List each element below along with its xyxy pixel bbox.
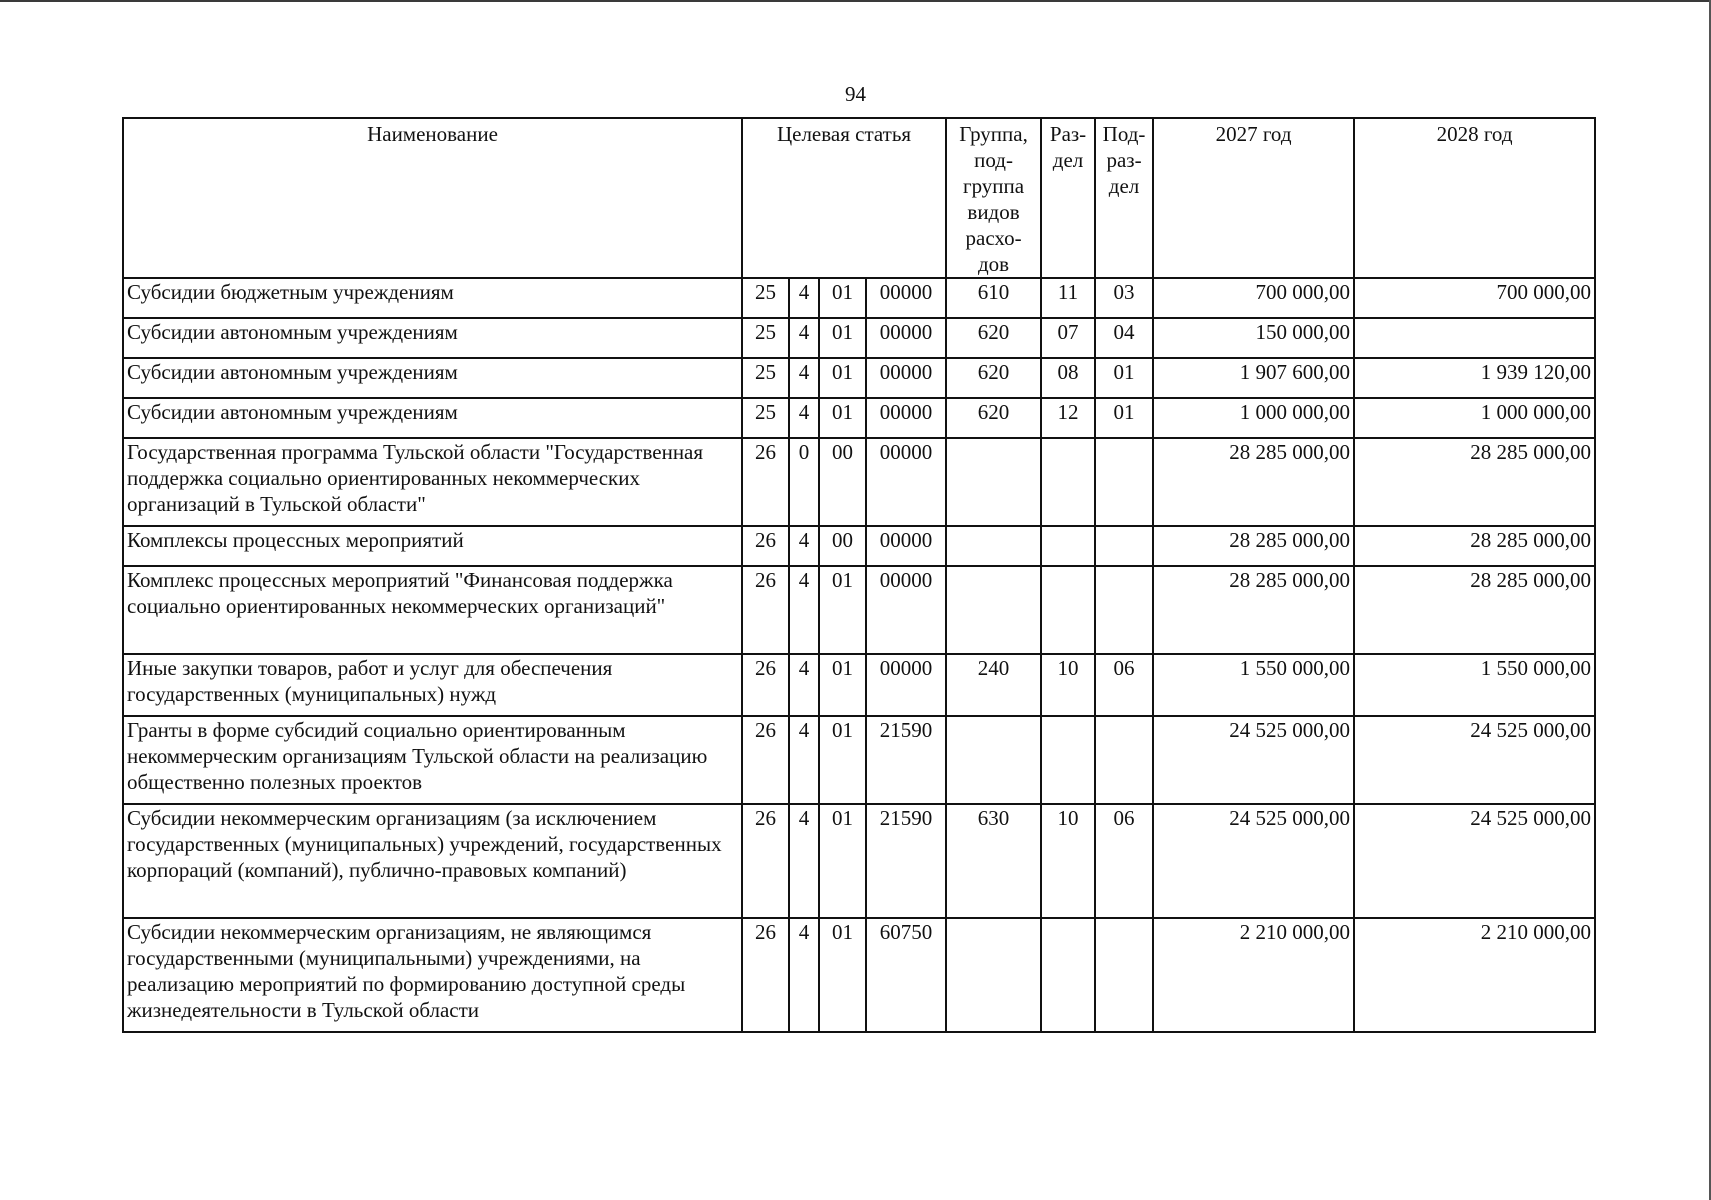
header-target-article: Целевая статья [742,118,946,278]
target-article-program-cell: 26 [742,716,789,804]
target-article-subprogram-cell: 01 [819,716,866,804]
amount-2028-cell: 700 000,00 [1354,278,1595,318]
table-row [123,918,1595,1032]
section-cell [1041,438,1095,526]
table-row [123,526,1595,566]
target-article-subprogram-cell: 01 [819,918,866,1032]
target-article-program-cell: 26 [742,526,789,566]
target-article-type-cell: 4 [789,278,819,318]
expense-group-cell [946,918,1041,1032]
expense-group-cell: 240 [946,654,1041,716]
target-article-subprogram-cell: 01 [819,398,866,438]
row-name-cell: Субсидии некоммерческим организациям (за исключением государственных (муниципальных) учреждений, государственных корпораций (компаний), публично-правовых компаний) [123,804,742,918]
page-number: 94 [845,82,866,106]
header-section: Раз- дел [1041,118,1095,278]
table-row [123,278,1595,318]
target-article-program-cell: 26 [742,654,789,716]
expense-group-cell [946,526,1041,566]
subsection-cell [1095,438,1153,526]
amount-2027-cell: 2 210 000,00 [1153,918,1354,1032]
subsection-cell [1095,918,1153,1032]
target-article-direction-cell: 60750 [866,918,946,1032]
subsection-cell: 04 [1095,318,1153,358]
scan-border-top [0,0,1711,2]
row-name-cell: Иные закупки товаров, работ и услуг для обеспечения государственных (муниципальных) нужд [123,654,742,716]
amount-2028-cell: 28 285 000,00 [1354,438,1595,526]
target-article-subprogram-cell: 01 [819,278,866,318]
row-name-cell: Субсидии бюджетным учреждениям [123,278,742,318]
target-article-direction-cell: 21590 [866,804,946,918]
target-article-type-cell: 0 [789,438,819,526]
target-article-program-cell: 25 [742,398,789,438]
target-article-direction-cell: 00000 [866,438,946,526]
target-article-type-cell: 4 [789,654,819,716]
amount-2027-cell: 1 550 000,00 [1153,654,1354,716]
target-article-program-cell: 26 [742,566,789,654]
target-article-type-cell: 4 [789,526,819,566]
amount-2028-cell: 28 285 000,00 [1354,526,1595,566]
target-article-type-cell: 4 [789,918,819,1032]
target-article-program-cell: 26 [742,804,789,918]
table-row [123,804,1595,918]
expense-group-cell: 630 [946,804,1041,918]
target-article-type-cell: 4 [789,358,819,398]
target-article-direction-cell: 00000 [866,398,946,438]
table-row [123,654,1595,716]
section-cell: 10 [1041,804,1095,918]
amount-2027-cell: 24 525 000,00 [1153,716,1354,804]
target-article-type-cell: 4 [789,716,819,804]
target-article-direction-cell: 00000 [866,318,946,358]
header-year-2028: 2028 год [1354,118,1595,278]
amount-2028-cell: 1 939 120,00 [1354,358,1595,398]
target-article-direction-cell: 00000 [866,358,946,398]
table-header-row [123,118,1595,278]
target-article-program-cell: 25 [742,358,789,398]
expense-group-cell [946,716,1041,804]
header-name: Наименование [123,118,742,278]
row-name-cell: Комплексы процессных мероприятий [123,526,742,566]
header-subsection: Под- раз- дел [1095,118,1153,278]
header-expense-group: Группа, под- группа видов расхо- дов [946,118,1041,278]
expense-group-cell [946,438,1041,526]
section-cell [1041,566,1095,654]
target-article-direction-cell: 00000 [866,526,946,566]
target-article-direction-cell: 00000 [866,654,946,716]
target-article-type-cell: 4 [789,804,819,918]
row-name-cell: Субсидии автономным учреждениям [123,398,742,438]
subsection-cell: 01 [1095,358,1153,398]
target-article-direction-cell: 00000 [866,566,946,654]
expense-group-cell: 620 [946,318,1041,358]
row-name-cell: Субсидии некоммерческим организациям, не являющимся государственными (муниципальными) учреждениями, на реализацию мероприятий по формированию доступной среды жизнедеятельности в Тульской области [123,918,742,1032]
section-cell [1041,918,1095,1032]
table-row [123,398,1595,438]
amount-2027-cell: 700 000,00 [1153,278,1354,318]
target-article-subprogram-cell: 01 [819,318,866,358]
expense-group-cell [946,566,1041,654]
table-row [123,318,1595,358]
expense-group-cell: 610 [946,278,1041,318]
section-cell [1041,716,1095,804]
amount-2027-cell: 150 000,00 [1153,318,1354,358]
target-article-program-cell: 25 [742,318,789,358]
amount-2027-cell: 1 000 000,00 [1153,398,1354,438]
table-row [123,438,1595,526]
amount-2028-cell [1354,318,1595,358]
subsection-cell [1095,566,1153,654]
amount-2027-cell: 1 907 600,00 [1153,358,1354,398]
target-article-subprogram-cell: 01 [819,358,866,398]
subsection-cell: 03 [1095,278,1153,318]
target-article-subprogram-cell: 00 [819,526,866,566]
amount-2028-cell: 24 525 000,00 [1354,804,1595,918]
target-article-direction-cell: 00000 [866,278,946,318]
subsection-cell: 06 [1095,804,1153,918]
target-article-program-cell: 26 [742,438,789,526]
target-article-direction-cell: 21590 [866,716,946,804]
target-article-subprogram-cell: 01 [819,804,866,918]
target-article-type-cell: 4 [789,318,819,358]
section-cell: 11 [1041,278,1095,318]
amount-2028-cell: 24 525 000,00 [1354,716,1595,804]
target-article-type-cell: 4 [789,398,819,438]
header-year-2027: 2027 год [1153,118,1354,278]
table-row [123,358,1595,398]
amount-2027-cell: 28 285 000,00 [1153,526,1354,566]
row-name-cell: Субсидии автономным учреждениям [123,358,742,398]
table-row [123,566,1595,654]
target-article-subprogram-cell: 00 [819,438,866,526]
row-name-cell: Комплекс процессных мероприятий "Финансовая поддержка социально ориентированных некоммерческих организаций" [123,566,742,654]
section-cell: 12 [1041,398,1095,438]
amount-2028-cell: 1 000 000,00 [1354,398,1595,438]
row-name-cell: Государственная программа Тульской области "Государственная поддержка социально ориентированных некоммерческих организаций в Тульской области" [123,438,742,526]
target-article-subprogram-cell: 01 [819,566,866,654]
subsection-cell: 01 [1095,398,1153,438]
budget-table [122,117,1596,1033]
section-cell: 10 [1041,654,1095,716]
subsection-cell [1095,716,1153,804]
row-name-cell: Гранты в форме субсидий социально ориентированным некоммерческим организациям Тульской области на реализацию общественно полезных проектов [123,716,742,804]
row-name-cell: Субсидии автономным учреждениям [123,318,742,358]
target-article-program-cell: 25 [742,278,789,318]
amount-2027-cell: 28 285 000,00 [1153,438,1354,526]
section-cell: 07 [1041,318,1095,358]
subsection-cell: 06 [1095,654,1153,716]
amount-2027-cell: 28 285 000,00 [1153,566,1354,654]
subsection-cell [1095,526,1153,566]
target-article-subprogram-cell: 01 [819,654,866,716]
expense-group-cell: 620 [946,398,1041,438]
amount-2028-cell: 28 285 000,00 [1354,566,1595,654]
expense-group-cell: 620 [946,358,1041,398]
amount-2028-cell: 2 210 000,00 [1354,918,1595,1032]
section-cell: 08 [1041,358,1095,398]
amount-2027-cell: 24 525 000,00 [1153,804,1354,918]
amount-2028-cell: 1 550 000,00 [1354,654,1595,716]
target-article-type-cell: 4 [789,566,819,654]
section-cell [1041,526,1095,566]
target-article-program-cell: 26 [742,918,789,1032]
table-row [123,716,1595,804]
